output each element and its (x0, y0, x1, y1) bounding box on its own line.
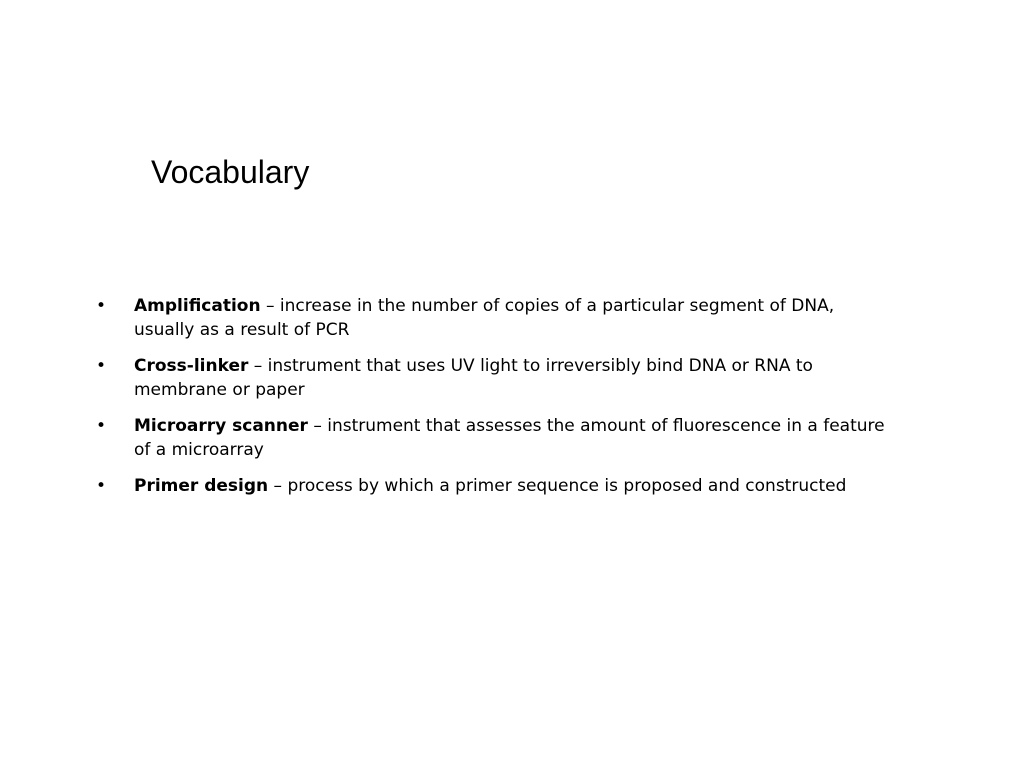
list-item (96, 354, 896, 402)
slide-title: Vocabulary (151, 154, 310, 190)
bullet-icon: • (96, 416, 107, 436)
vocabulary-definition: – increase in the number of copies of a particular segment of DNA, usually as a result of PCR (134, 296, 835, 340)
list-item (96, 474, 896, 498)
vocabulary-definition: – process by which a primer sequence is proposed and constructed (268, 476, 847, 496)
vocabulary-term: Primer design (134, 476, 269, 496)
list-item (96, 294, 896, 342)
vocabulary-definition: – instrument that uses UV light to irreversibly bind DNA or RNA to membrane or paper (134, 356, 813, 400)
vocabulary-term: Amplification (134, 296, 261, 316)
vocabulary-list (96, 294, 896, 510)
vocabulary-term: Cross-linker (134, 356, 249, 376)
vocabulary-definition: – instrument that assesses the amount of fluorescence in a feature of a microarray (134, 416, 885, 460)
bullet-icon: • (96, 356, 107, 376)
list-item (96, 414, 896, 462)
vocabulary-term: Microarry scanner (134, 416, 308, 436)
bullet-icon: • (96, 476, 107, 496)
bullet-icon: • (96, 296, 107, 316)
